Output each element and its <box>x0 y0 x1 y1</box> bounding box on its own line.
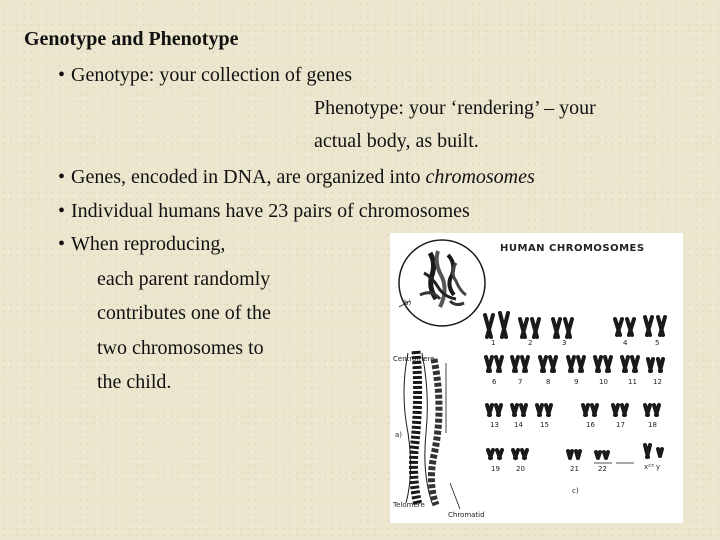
label-b: b) <box>404 299 412 307</box>
row2-num: 8 <box>546 378 551 386</box>
row3-num: 14 <box>514 421 523 429</box>
bullet-pairs <box>58 199 470 223</box>
phenotype-line-2: actual body, as built. <box>314 130 479 152</box>
row2-num: 6 <box>492 378 497 386</box>
bullet-genes <box>58 165 535 189</box>
label-telomere: Telomere <box>393 501 425 509</box>
row3-num: 17 <box>616 421 625 429</box>
figure-title: HUMAN CHROMOSOMES <box>500 243 645 254</box>
row3-num: 15 <box>540 421 549 429</box>
chromosome-figure <box>390 233 683 523</box>
bullet-marker: • <box>58 64 66 86</box>
bullet-marker: • <box>58 166 66 188</box>
row4-num: 22 <box>598 465 607 473</box>
phenotype-line-1: Phenotype: your ‘rendering’ – your <box>314 97 596 119</box>
row4-num: 20 <box>516 465 525 473</box>
row2-num: 11 <box>628 378 637 386</box>
label-c: c) <box>572 487 579 495</box>
slide-title: Genotype and Phenotype <box>24 28 239 50</box>
sex-chromosome-label: x²³ y <box>644 463 661 471</box>
row3-num: 13 <box>490 421 499 429</box>
row3-num: 16 <box>586 421 595 429</box>
bullet-reproducing <box>58 232 225 256</box>
chromosome-illustration <box>390 233 683 523</box>
bullet-reproducing-text: When reproducing, <box>71 233 226 255</box>
bullet-genotype-text: Genotype: your collection of genes <box>71 64 353 86</box>
row2-num: 10 <box>599 378 608 386</box>
label-chromatid: Chromatid <box>448 511 485 519</box>
row1-num: 4 <box>623 339 628 347</box>
label-centromere: Centromere <box>393 355 435 363</box>
bullet-marker: • <box>58 200 66 222</box>
row1-num: 5 <box>655 339 660 347</box>
row4-num: 21 <box>570 465 579 473</box>
reproducing-line-5: the child. <box>97 371 172 393</box>
row2-num: 12 <box>653 378 662 386</box>
row4-num: 19 <box>491 465 500 473</box>
large-chromosome-drawing <box>404 351 460 509</box>
row2-num: 9 <box>574 378 579 386</box>
cell-nucleus-drawing <box>399 240 485 326</box>
bullet-genes-text: Genes, encoded in DNA, are organized into <box>71 166 426 188</box>
reproducing-line-3: contributes one of the <box>97 302 271 324</box>
bullet-pairs-text: Individual humans have 23 pairs of chromosomes <box>71 200 470 222</box>
row3-num: 18 <box>648 421 657 429</box>
label-a: a) <box>395 431 403 439</box>
row1-num: 2 <box>528 339 533 347</box>
bullet-genes-italic: chromosomes <box>425 166 535 188</box>
row2-num: 7 <box>518 378 523 386</box>
bullet-genotype <box>58 63 352 87</box>
row1-num: 1 <box>491 339 496 347</box>
reproducing-line-4: two chromosomes to <box>97 337 264 359</box>
bullet-marker: • <box>58 233 66 255</box>
reproducing-line-2: each parent randomly <box>97 268 271 290</box>
row1-num: 3 <box>562 339 567 347</box>
